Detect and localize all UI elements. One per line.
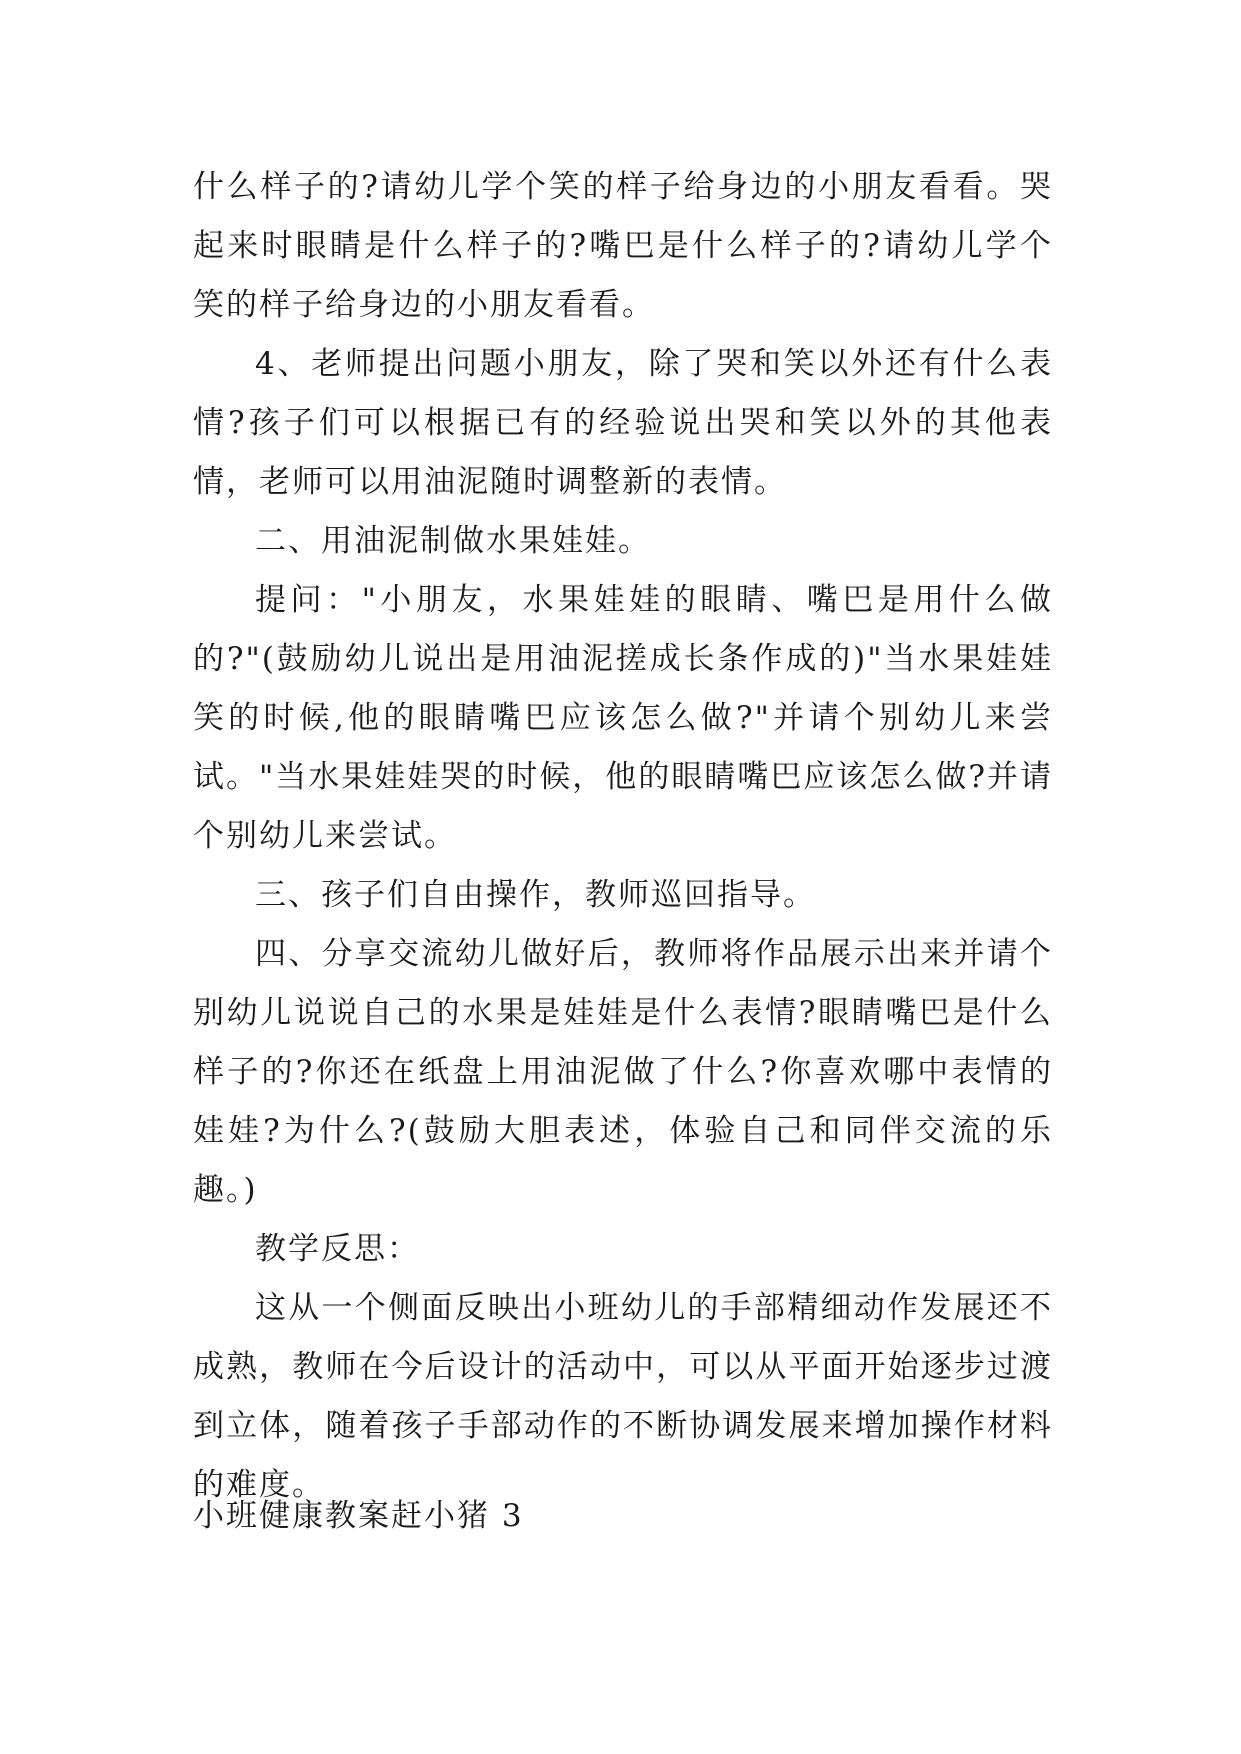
paragraph-reflection: 这从一个侧面反映出小班幼儿的手部精细动作发展还不成熟，教师在今后设计的活动中，可以从平面开始逐步过渡到立体，随着孩子手部动作的不断协调发展来增加操作材料的难度。 (193, 1290, 1053, 1503)
section-title: 小班健康教案赶小猪 3 (193, 1498, 524, 1534)
paragraph-question: 提问："小朋友，水果娃娃的眼睛、嘴巴是用什么做的?"(鼓励幼儿说出是用油泥搓成长条作成的)"当水果娃娃笑的时候,他的眼睛嘴巴应该怎么做?"并请个别幼儿来尝试。"当水果娃娃哭的时候，他的眼睛嘴巴应该怎么做?并请个别幼儿来尝试。 (193, 582, 1053, 854)
paragraph-section-two: 二、用油泥制做水果娃娃。 (255, 523, 651, 559)
paragraph-continuation: 什么样子的?请幼儿学个笑的样子给身边的小朋友看看。哭起来时眼睛是什么样子的?嘴巴是什么样子的?请幼儿学个笑的样子给身边的小朋友看看。 (193, 169, 1053, 323)
document-body (193, 158, 1053, 1515)
paragraph-step-4: 4、老师提出问题小朋友，除了哭和笑以外还有什么表情?孩子们可以根据已有的经验说出哭和笑以外的其他表情，老师可以用油泥随时调整新的表情。 (193, 346, 1053, 500)
paragraph-section-four: 四、分享交流幼儿做好后，教师将作品展示出来并请个别幼儿说说自己的水果是娃娃是什么表情?眼睛嘴巴是什么样子的?你还在纸盘上用油泥做了什么?你喜欢哪中表情的娃娃?为什么?(鼓励大胆表述，体验自己和同伴交流的乐趣。) (193, 936, 1053, 1208)
paragraph-reflection-heading: 教学反思： (255, 1231, 420, 1267)
paragraph-section-three: 三、孩子们自由操作，教师巡回指导。 (255, 877, 816, 913)
